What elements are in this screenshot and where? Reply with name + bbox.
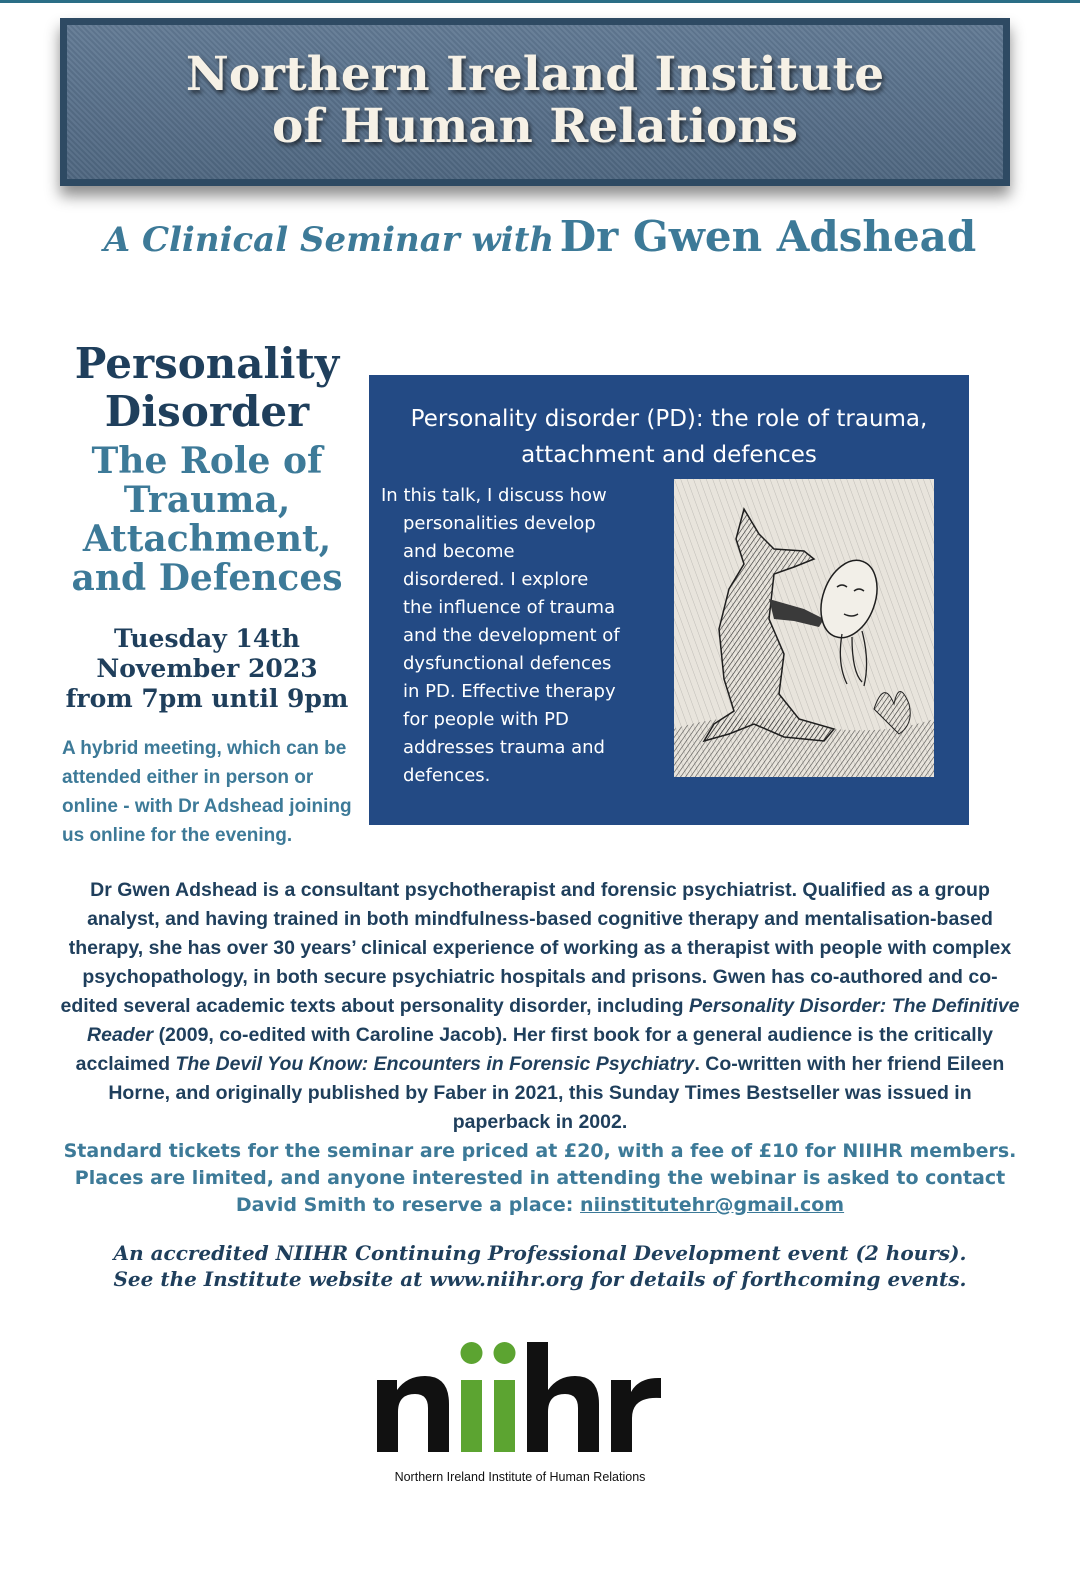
panel-title-line-1: Personality disorder (PD): the role of trauma, xyxy=(410,406,928,432)
accreditation-line: See the Institute website at www.niihr.org for details of forthcoming events. xyxy=(113,1267,967,1291)
speaker-biography xyxy=(58,876,1022,1137)
seminar-subtitle xyxy=(0,212,1080,261)
panel-text-line: and the development of xyxy=(403,625,620,646)
event-title-line-2: Disorder xyxy=(104,387,310,436)
contact-email-link[interactable]: niinstitutehr@gmail.com xyxy=(580,1194,845,1216)
hybrid-line: A hybrid meeting, which can be xyxy=(62,738,347,759)
accreditation-line: An accredited NIIHR Continuing Professional Development event (2 hours). xyxy=(113,1241,967,1265)
panel-text-line: in PD. Effective therapy xyxy=(403,681,616,702)
panel-title-line-2: attachment and defences xyxy=(521,442,817,468)
event-subtitle xyxy=(52,442,362,598)
bio-text: Dr Gwen Adshead is a consultant psychotherapist and forensic psychiatrist. Qualified as a group analyst, and having trained in both mindfulness-based cognitive therapy and mentalisation-based therapy, she has over 30 years’ clinical experience of working as a therapist with people with complex psychopathology, in both secure psychiatric hospitals and prisons. Gwen has co-authored and co-edited several academic texts about personality disorder, including xyxy=(60,879,1012,1017)
panel-text-line: defences. xyxy=(403,765,491,786)
logo-caption: Northern Ireland Institute of Human Relations xyxy=(394,1470,646,1484)
panel-text-line: disordered. I explore xyxy=(403,569,589,590)
event-date xyxy=(52,624,362,714)
event-info xyxy=(52,340,362,714)
panel-text-line: for people with PD xyxy=(403,709,569,730)
event-subtitle-line: and Defences xyxy=(71,557,343,599)
panel-title xyxy=(369,401,969,473)
talk-summary-panel xyxy=(369,375,969,825)
ticket-line xyxy=(40,1192,1040,1219)
hybrid-line: attended either in person or xyxy=(62,767,314,788)
event-title-line-1: Personality xyxy=(74,339,340,388)
panel-abstract xyxy=(381,482,673,790)
hybrid-line: online - with Dr Adshead joining xyxy=(62,796,352,817)
hybrid-line: us online for the evening. xyxy=(62,825,293,846)
header-banner xyxy=(60,18,1010,186)
niihr-logo-mark xyxy=(375,1340,665,1465)
ticket-info xyxy=(40,1138,1040,1219)
top-rule xyxy=(0,0,1080,3)
hybrid-note xyxy=(62,734,362,850)
fox-and-mask-engraving xyxy=(674,479,934,777)
panel-text-line: In this talk, I discuss how xyxy=(381,485,607,506)
event-date-line-2: November 2023 xyxy=(96,654,318,683)
speaker-name: Dr Gwen Adshead xyxy=(559,212,977,261)
panel-text-line: and become xyxy=(403,541,515,562)
subtitle-prefix: A Clinical Seminar with xyxy=(103,220,555,260)
event-subtitle-line: Trauma, xyxy=(123,479,291,521)
bio-text: . Co-written with her friend Eileen Horne, and originally published by Faber in 2021, this Sunday Times Bestseller was issued in paperback in 2002. xyxy=(108,1053,1005,1133)
ticket-contact-text: David Smith to reserve a place: xyxy=(235,1194,574,1216)
bio-book-title: Personality Disorder: The Definitive Reader xyxy=(87,995,1020,1046)
ticket-line: Places are limited, and anyone interested in attending the webinar is asked to contact xyxy=(74,1167,1006,1189)
panel-text-line: personalities develop xyxy=(403,513,596,534)
bio-text: (2009, co-edited with Caroline Jacob). Her first book for a general audience is the critically acclaimed xyxy=(75,1024,993,1075)
panel-text-line: the influence of trauma xyxy=(403,597,616,618)
ticket-line: Standard tickets for the seminar are priced at £20, with a fee of £10 for NIIHR members. xyxy=(63,1140,1017,1162)
header-title-line-1: Northern Ireland Institute xyxy=(185,47,885,102)
panel-text-line: dysfunctional defences xyxy=(403,653,612,674)
panel-text-line: addresses trauma and xyxy=(403,737,605,758)
header-title-line-2: of Human Relations xyxy=(271,99,799,154)
niihr-logo xyxy=(375,1340,665,1490)
event-subtitle-line: The Role of xyxy=(91,440,323,482)
bio-book-title: The Devil You Know: Encounters in Forensic Psychiatry xyxy=(175,1053,695,1075)
event-time: from 7pm until 9pm xyxy=(65,684,349,713)
event-subtitle-line: Attachment, xyxy=(82,518,332,560)
accreditation-note xyxy=(20,1240,1060,1292)
event-date-line-1: Tuesday 14th xyxy=(114,624,300,653)
